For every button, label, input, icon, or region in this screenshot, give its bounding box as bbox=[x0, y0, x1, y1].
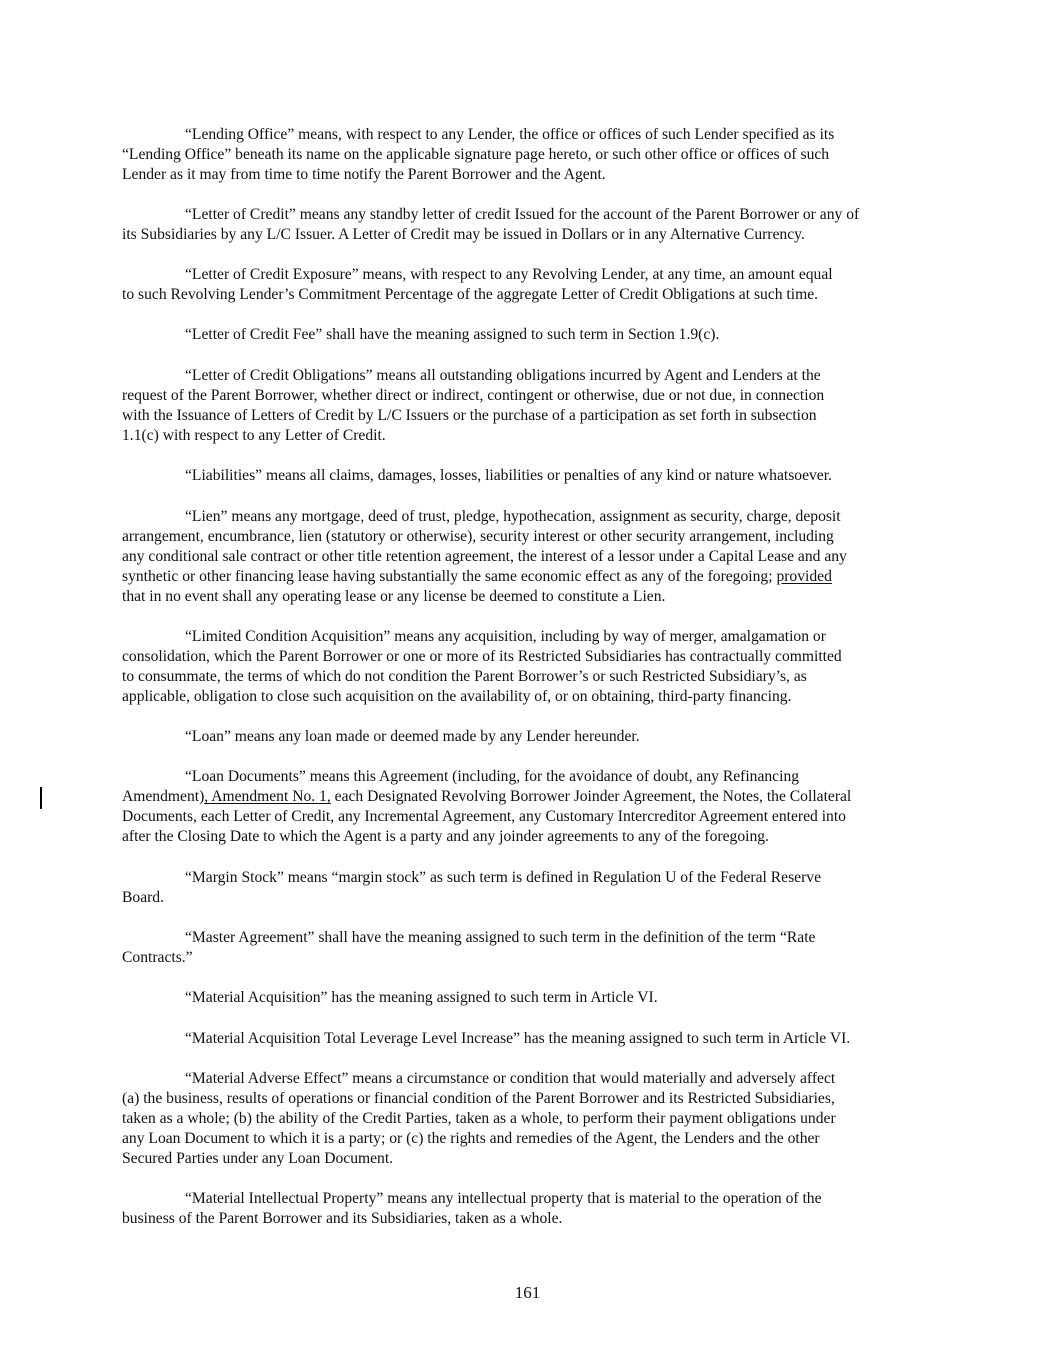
definition-line bbox=[122, 567, 934, 587]
definition-line: “Loan Documents” means this Agreement (including, for the avoidance of doubt, any Refinancing bbox=[185, 768, 800, 785]
definition-master-agreement bbox=[122, 928, 934, 968]
definition-lending-office bbox=[122, 125, 934, 185]
definition-material-acquisition bbox=[122, 988, 934, 1008]
definition-line: “Letter of Credit Fee” shall have the meaning assigned to such term in Section 1.9(c). bbox=[185, 326, 720, 343]
definition-letter-of-credit-exposure bbox=[122, 265, 934, 305]
revision-change-bar bbox=[40, 787, 42, 809]
definition-line: “Material Adverse Effect” means a circumstance or condition that would materially and adversely affect bbox=[185, 1070, 836, 1087]
definition-line: “Margin Stock” means “margin stock” as such term is defined in Regulation U of the Federal Reserve bbox=[185, 869, 821, 886]
definition-letter-of-credit-fee bbox=[122, 325, 934, 345]
definition-line: Lender as it may from time to time notify the Parent Borrower and the Agent. bbox=[122, 166, 606, 183]
definition-text: each Designated Revolving Borrower Joinder Agreement, the Notes, the Collateral bbox=[330, 788, 852, 805]
definition-text: Amendment) bbox=[122, 788, 205, 805]
underlined-inserted-text: , Amendment No. 1, bbox=[204, 788, 331, 805]
definition-line: “Material Acquisition Total Leverage Level Increase” has the meaning assigned to such term in Article VI. bbox=[185, 1030, 851, 1047]
definition-material-adverse-effect bbox=[122, 1069, 934, 1169]
definition-line: Board. bbox=[122, 889, 165, 906]
definition-text: synthetic or other financing lease having substantially the same economic effect as any of the foregoing; bbox=[122, 568, 777, 585]
definition-line: 1.1(c) with respect to any Letter of Credit. bbox=[122, 427, 386, 444]
definition-liabilities bbox=[122, 466, 934, 486]
definition-line: “Lending Office” means, with respect to any Lender, the office or offices of such Lender specified as its bbox=[185, 126, 835, 143]
definition-line: its Subsidiaries by any L/C Issuer. A Letter of Credit may be issued in Dollars or in any Alternative Currency. bbox=[122, 226, 805, 243]
definition-line: “Loan” means any loan made or deemed made by any Lender hereunder. bbox=[185, 728, 640, 745]
definition-line: “Material Acquisition” has the meaning assigned to such term in Article VI. bbox=[185, 989, 658, 1006]
definition-line: to such Revolving Lender’s Commitment Percentage of the aggregate Letter of Credit Obligations at such time. bbox=[122, 286, 819, 303]
definition-line: with the Issuance of Letters of Credit by L/C Issuers or the purchase of a participation as set forth in subsection bbox=[122, 407, 817, 424]
definition-line: “Letter of Credit Obligations” means all outstanding obligations incurred by Agent and Lenders at the bbox=[185, 367, 821, 384]
definition-line: “Material Intellectual Property” means any intellectual property that is material to the operation of the bbox=[185, 1190, 822, 1207]
definition-material-acquisition-total-leverage-level-increase bbox=[122, 1029, 934, 1049]
definition-line: after the Closing Date to which the Agent is a party and any joinder agreements to any of the foregoing. bbox=[122, 828, 769, 845]
definition-lien bbox=[122, 507, 934, 607]
definition-line: any conditional sale contract or other title retention agreement, the interest of a lessor under a Capital Lease and any bbox=[122, 548, 847, 565]
page-number: 161 bbox=[514, 1283, 541, 1302]
definition-line bbox=[122, 787, 934, 807]
definition-margin-stock bbox=[122, 868, 934, 908]
definition-line: consolidation, which the Parent Borrower or one or more of its Restricted Subsidiaries has contractually committed bbox=[122, 648, 842, 665]
definition-line: “Letter of Credit” means any standby letter of credit Issued for the account of the Parent Borrower or any of bbox=[185, 206, 860, 223]
definition-line: “Limited Condition Acquisition” means any acquisition, including by way of merger, amalgamation or bbox=[185, 628, 826, 645]
definition-line: Secured Parties under any Loan Document. bbox=[122, 1150, 394, 1167]
definition-letter-of-credit-obligations bbox=[122, 366, 934, 446]
definition-material-intellectual-property bbox=[122, 1189, 934, 1229]
underlined-term-provided: provided bbox=[776, 568, 832, 585]
definition-line: any Loan Document to which it is a party; or (c) the rights and remedies of the Agent, the Lenders and the other bbox=[122, 1130, 820, 1147]
definition-line: (a) the business, results of operations or financial condition of the Parent Borrower and its Restricted Subsidiaries, bbox=[122, 1090, 835, 1107]
definition-line: “Letter of Credit Exposure” means, with respect to any Revolving Lender, at any time, an amount equal bbox=[185, 266, 833, 283]
definition-loan-documents bbox=[122, 767, 934, 847]
definition-line: taken as a whole; (b) the ability of the Credit Parties, taken as a whole, to perform their payment obligations under bbox=[122, 1110, 836, 1127]
definition-loan bbox=[122, 727, 934, 747]
definition-line: that in no event shall any operating lease or any license be deemed to constitute a Lien. bbox=[122, 588, 666, 605]
definition-line: business of the Parent Borrower and its Subsidiaries, taken as a whole. bbox=[122, 1210, 563, 1227]
definition-line: “Lending Office” beneath its name on the applicable signature page hereto, or such other office or offices of such bbox=[122, 146, 830, 163]
definition-letter-of-credit bbox=[122, 205, 934, 245]
definition-line: “Lien” means any mortgage, deed of trust, pledge, hypothecation, assignment as security, charge, deposit bbox=[185, 508, 841, 525]
definition-line: Contracts.” bbox=[122, 949, 193, 966]
definition-line: applicable, obligation to close such acquisition on the availability of, or on obtaining, third-party financing. bbox=[122, 688, 792, 705]
definition-line: arrangement, encumbrance, lien (statutory or otherwise), security interest or other security arrangement, including bbox=[122, 528, 834, 545]
definition-line: Documents, each Letter of Credit, any Incremental Agreement, any Customary Intercreditor Agreement entered into bbox=[122, 808, 846, 825]
definition-line: request of the Parent Borrower, whether direct or indirect, contingent or otherwise, due or not due, in connection bbox=[122, 387, 825, 404]
definition-line: “Master Agreement” shall have the meaning assigned to such term in the definition of the term “Rate bbox=[185, 929, 816, 946]
definition-limited-condition-acquisition bbox=[122, 627, 934, 707]
definition-line: to consummate, the terms of which do not condition the Parent Borrower’s or such Restricted Subsidiary’s, as bbox=[122, 668, 807, 685]
definition-line: “Liabilities” means all claims, damages, losses, liabilities or penalties of any kind or nature whatsoever. bbox=[185, 467, 832, 484]
